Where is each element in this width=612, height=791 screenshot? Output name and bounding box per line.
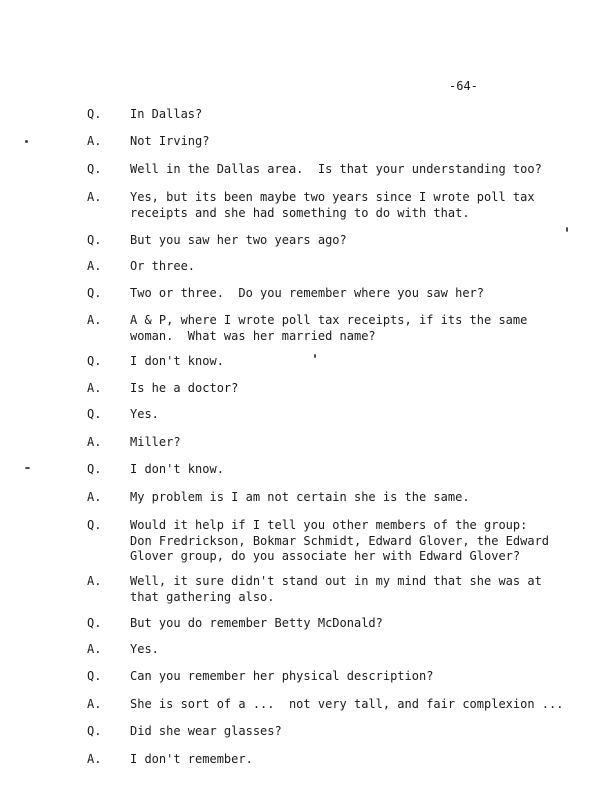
utterance-text: Well, it sure didn't stand out in my mind that she was at that gathering also. [130,574,542,604]
scan-speck [566,227,568,232]
utterance-text: Yes. [130,407,159,421]
speaker-label: Q. [87,162,102,176]
utterance-text: Yes, but its been maybe two years since I wrote poll tax receipts and she had something to do with that. [130,190,535,220]
utterance-text: I don't know. [130,354,224,368]
utterance-text: Did she wear glasses? [130,724,282,738]
utterance-text: Would it help if I tell you other members of the group: Don Fredrickson, Bokmar Schmidt, Edward Glover, the Edward Glover group, do you associate her with Edward Glover? [130,518,550,563]
speaker-label: A. [87,574,102,588]
scan-speck [314,354,316,358]
utterance-text: Can you remember her physical description? [130,669,434,683]
page-number: -64- [449,79,478,93]
utterance-text: My problem is I am not certain she is the same. [130,490,470,504]
speaker-label: Q. [87,518,102,532]
utterance-text: Or three. [130,259,196,273]
utterance-text: Two or three. Do you remember where you saw her? [130,286,485,300]
speaker-label: A. [87,381,102,395]
speaker-label: Q. [87,286,102,300]
utterance-text: Not Irving? [130,134,210,148]
utterance-text: In Dallas? [130,107,203,121]
scan-speck [25,467,30,469]
utterance-text: She is sort of a ... not very tall, and fair complexion ... [130,697,564,711]
speaker-label: A. [87,697,102,711]
speaker-label: A. [87,134,102,148]
speaker-label: Q. [87,724,102,738]
speaker-label: Q. [87,462,102,476]
speaker-label: Q. [87,669,102,683]
speaker-label: A. [87,490,102,504]
speaker-label: Q. [87,407,102,421]
utterance-text: Miller? [130,435,181,449]
speaker-label: A. [87,190,102,204]
utterance-text: Well in the Dallas area. Is that your understanding too? [130,162,542,176]
scan-speck [25,140,28,143]
speaker-label: A. [87,259,102,273]
speaker-label: Q. [87,616,102,630]
speaker-label: Q. [87,233,102,247]
utterance-text: A & P, where I wrote poll tax receipts, if its the same woman. What was her married name? [130,313,528,343]
speaker-label: A. [87,642,102,656]
speaker-label: Q. [87,354,102,368]
utterance-text: Yes. [130,642,159,656]
utterance-text: But you do remember Betty McDonald? [130,616,383,630]
utterance-text: I don't remember. [130,752,253,766]
speaker-label: A. [87,752,102,766]
speaker-label: Q. [87,107,102,121]
speaker-label: A. [87,435,102,449]
utterance-text: But you saw her two years ago? [130,233,347,247]
speaker-label: A. [87,313,102,327]
utterance-text: I don't know. [130,462,224,476]
utterance-text: Is he a doctor? [130,381,239,395]
